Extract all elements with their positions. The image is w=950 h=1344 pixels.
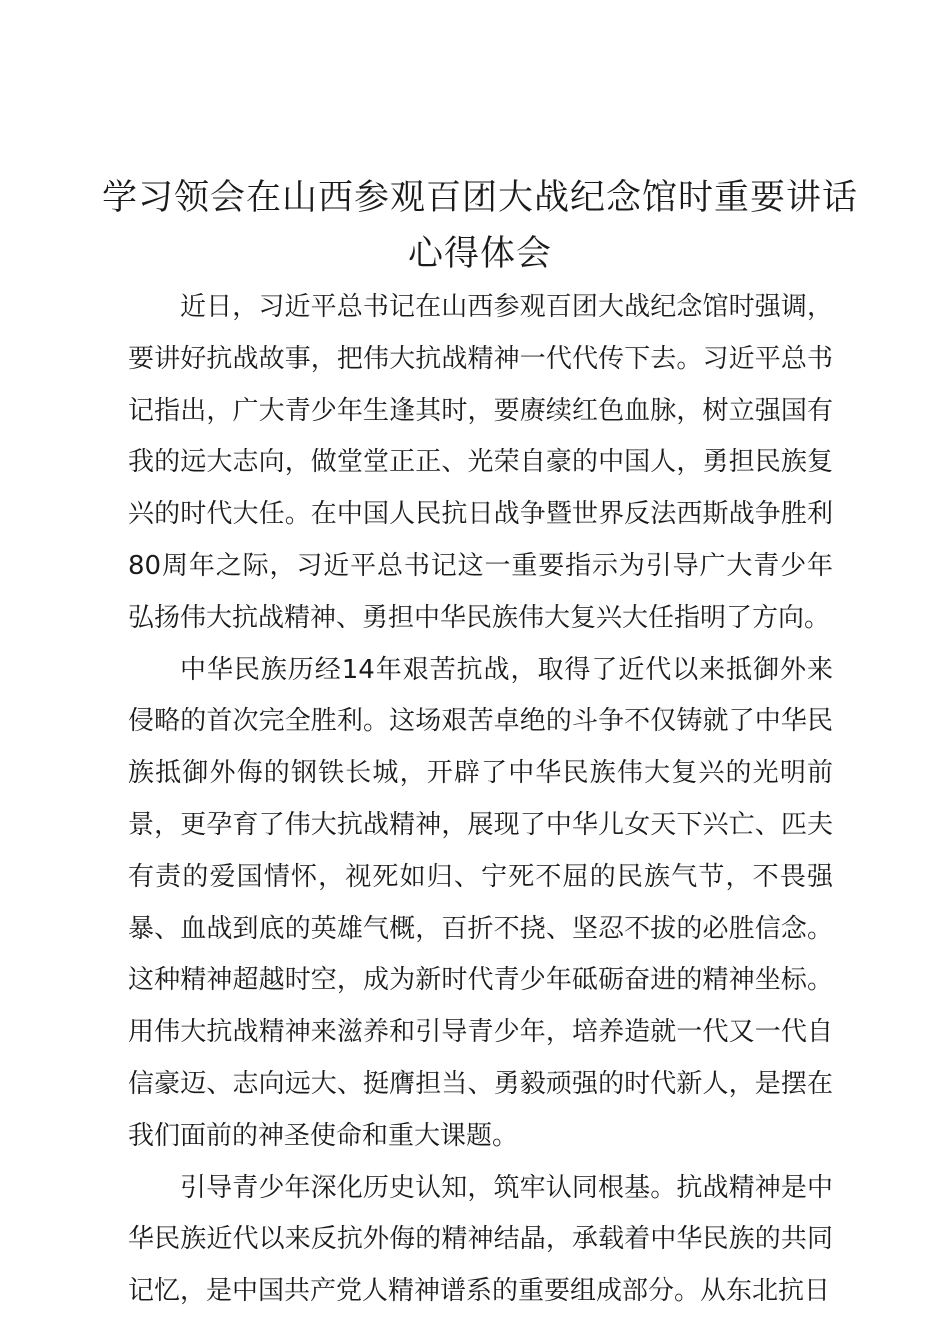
paragraph-2: 中华民族历经14年艰苦抗战，取得了近代以来抵御外来侵略的首次完全胜利。这场艰苦卓绝的斗争不仅铸就了中华民族抵御外侮的钢铁长城，开辟了中华民族伟大复兴的光明前景，更孕育了伟大抗战精神，展现了中华儿女天下兴亡、匹夫有责的爱国情怀，视死如归、宁死不屈的民族气节，不畏强暴、血战到底的英雄气概，百折不挠、坚忍不拔的必胜信念。这种精神超越时空，成为新时代青少年砥砺奋进的精神坐标。用伟大抗战精神来滋养和引导青少年，培养造就一代又一代自信豪迈、志向远大、挺膺担当、勇毅顽强的时代新人，是摆在我们面前的神圣使命和重大课题。 bbox=[128, 654, 833, 1151]
paragraph-1: 近日，习近平总书记在山西参观百团大战纪念馆时强调，要讲好抗战故事，把伟大抗战精神一代代传下去。习近平总书记指出，广大青少年生逢其时，要赓续红色血脉，树立强国有我的远大志向，做堂堂正正、光荣自豪的中国人，勇担民族复兴的时代大任。在中国人民抗日战争暨世界反法西斯战争胜利80周年之际，习近平总书记这一重要指示为引导广大青少年弘扬伟大抗战精神、勇担中华民族伟大复兴大任指明了方向。 bbox=[128, 292, 833, 633]
document-body bbox=[128, 282, 833, 1318]
paragraph-3: 引导青少年深化历史认知，筑牢认同根基。抗战精神是中华民族近代以来反抗外侮的精神结晶，承载着中华民族的共同记忆，是中国共产党人精神谱系的重要组成部分。从东北抗日 bbox=[128, 1172, 833, 1307]
document-title: 学习领会在山西参观百团大战纪念馆时重要讲话心得体会 bbox=[101, 178, 858, 274]
